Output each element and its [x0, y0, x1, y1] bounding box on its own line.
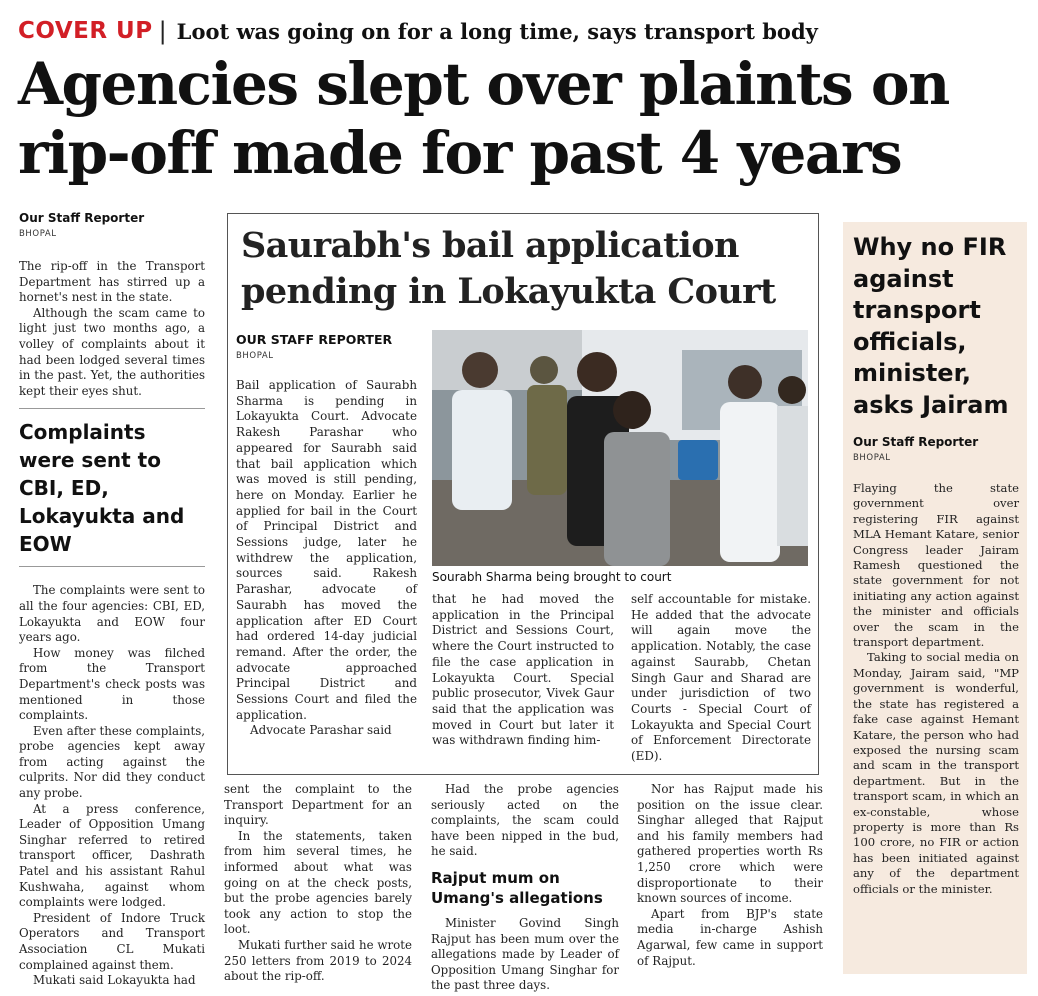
paragraph: The rip-off in the Transport Department has stirred up a hornet's nest in the state.	[19, 259, 205, 305]
kicker	[18, 14, 818, 48]
paragraph: Nor has Rajput made his position on the issue clear. Singhar alleged that Rajput and his family members had gathered properties worth Rs 1,250 crore which were disproportionate to their known sources of income.	[637, 782, 823, 906]
paragraph: sent the complaint to the Transport Department for an inquiry.	[224, 782, 412, 828]
main-story-column-2	[224, 782, 412, 985]
sidebar-dateline: BHOPAL	[853, 453, 891, 463]
main-byline: Our Staff Reporter	[19, 211, 145, 225]
court-photo-illustration	[432, 330, 808, 566]
main-headline-line-1: Agencies slept over plaints on	[18, 50, 949, 118]
sidebar-story	[843, 222, 1027, 974]
bail-story-column-1	[236, 332, 417, 739]
bail-headline-line-2: pending in Lokayukta Court	[241, 271, 776, 312]
main-headline-line-2: rip-off made for past 4 years	[18, 119, 902, 187]
kicker-text: Loot was going on for a long time, says transport body	[176, 18, 818, 44]
paragraph: self accountable for mistake. He added that the advocate will again move the application. Notably, the case against Saurabb, Chetan Singh Gaur and Sharad are under jurisdiction of two Courts - Special Court of Lokayukta and Special Court of Enforcement Directorate (ED).	[631, 592, 811, 764]
paragraph: Taking to social media on Monday, Jairam said, "MP government is wonderful, the state has registered a fake case against Hemant Katare, the person who had exposed the nursing scam and scam in the transport department. But in the transport scam, in which an ex-constable, whose property is more than Rs 100 crore, no FIR or action has been initiated against any of the department officials or the minister.	[853, 650, 1019, 896]
main-story-column-4	[637, 782, 823, 969]
main-column-3-text	[431, 782, 619, 860]
subhead-rajput: Rajput mum on Umang's allegations	[431, 868, 603, 907]
kicker-separator: |	[158, 17, 167, 45]
main-story-column-1	[19, 211, 205, 989]
court-photo	[432, 330, 808, 566]
paragraph: How money was filched from the Transport Department's check posts was mentioned in those complaints.	[19, 645, 205, 723]
paragraph: Bail application of Saurabh Sharma is pending in Lokayukta Court. Advocate Rakesh Parashar who appeared for Saurabh said that bail application which was moved is still pending, here on Monday. Earlier he applied for bail in the Court of Principal District and Sessions judge, later he withdrew the application, sources said. Rakesh Parashar, advocate of Saurabh has moved the application after ED Court had ordered 14-day judicial remand. After the order, the advocate approached Principal District and Sessions Court and filed the application.	[236, 378, 417, 722]
paragraph: Advocate Parashar said	[250, 723, 392, 738]
main-column-1-text	[19, 583, 205, 988]
paragraph: In the statements, taken from him several times, he informed about what was going on at the check posts, but the probe agencies barely took any action to stop the loot.	[224, 828, 412, 937]
bail-story-headline	[241, 223, 811, 315]
paragraph: Even after these complaints, probe agencies kept away from acting against the culprits. Nor did they conduct any probe.	[19, 723, 205, 801]
sidebar-byline: Our Staff Reporter	[853, 435, 979, 449]
sidebar-body	[853, 481, 1019, 897]
kicker-label: COVER UP	[18, 18, 153, 44]
paragraph: that he had moved the application in the Principal District and Sessions Court, where the Court instructed to file the case application in Lokayukta Court. Special public prosecutor, Vivek Gaur said that the application was moved in Court but later it was withdrawn finding him-	[432, 592, 614, 748]
paragraph: The complaints were sent to all the four agencies: CBI, ED, Lokayukta and EOW four years ago.	[19, 583, 205, 645]
paragraph: Minister Govind Singh Rajput has been mum over the allegations made by Leader of Opposition Umang Singhar for the past three days.	[431, 915, 619, 993]
main-dateline: BHOPAL	[19, 229, 57, 239]
sidebar-headline: Why no FIR against transport officials, minister, asks Jairam	[853, 233, 1009, 419]
divider	[19, 566, 205, 567]
paragraph: Apart from BJP's state media in-charge Ashish Agarwal, few came in support of Rajput.	[637, 906, 823, 968]
paragraph: Had the probe agencies seriously acted on the complaints, the scam could have been nipped in the bud, he said.	[431, 782, 619, 859]
subhead-complaints: Complaints were sent to CBI, ED, Lokayukta and EOW	[19, 420, 185, 557]
paragraph: President of Indore Truck Operators and Transport Association CL Mukati complained against them.	[19, 910, 205, 972]
paragraph: Flaying the state government over registering FIR against MLA Hemant Katare, senior Congress leader Jairam Ramesh questioned the state government for not initiating any action against the minister and officials over the scam in the transport department.	[853, 481, 1019, 650]
main-headline	[18, 50, 1028, 188]
bail-byline: OUR STAFF REPORTER	[236, 332, 393, 347]
bail-dateline: BHOPAL	[236, 351, 274, 361]
main-column-3b-text	[431, 916, 619, 994]
paragraph: At a press conference, Leader of Opposition Umang Singhar referred to retired transport officer, Dashrath Patel and his assistant Rahul Kushwaha, against whom complaints were lodged.	[19, 801, 205, 910]
main-story-column-3	[431, 782, 619, 994]
photo-caption: Sourabh Sharma being brought to court	[432, 570, 672, 584]
bail-column-1-text	[236, 378, 417, 739]
divider	[19, 408, 205, 409]
bail-story-column-2	[432, 592, 614, 749]
bail-headline-line-1: Saurabh's bail application	[241, 225, 739, 266]
paragraph: Mukati further said he wrote 250 letters from 2019 to 2024 about the rip-off.	[224, 937, 412, 984]
paragraph: Although the scam came to light just two months ago, a volley of complaints about it had been lodged several times in the past. Yet, the authorities kept their eyes shut.	[19, 305, 205, 398]
main-intro	[19, 259, 205, 399]
bail-story-column-3	[631, 592, 811, 765]
paragraph: Mukati said Lokayukta had	[33, 973, 196, 988]
